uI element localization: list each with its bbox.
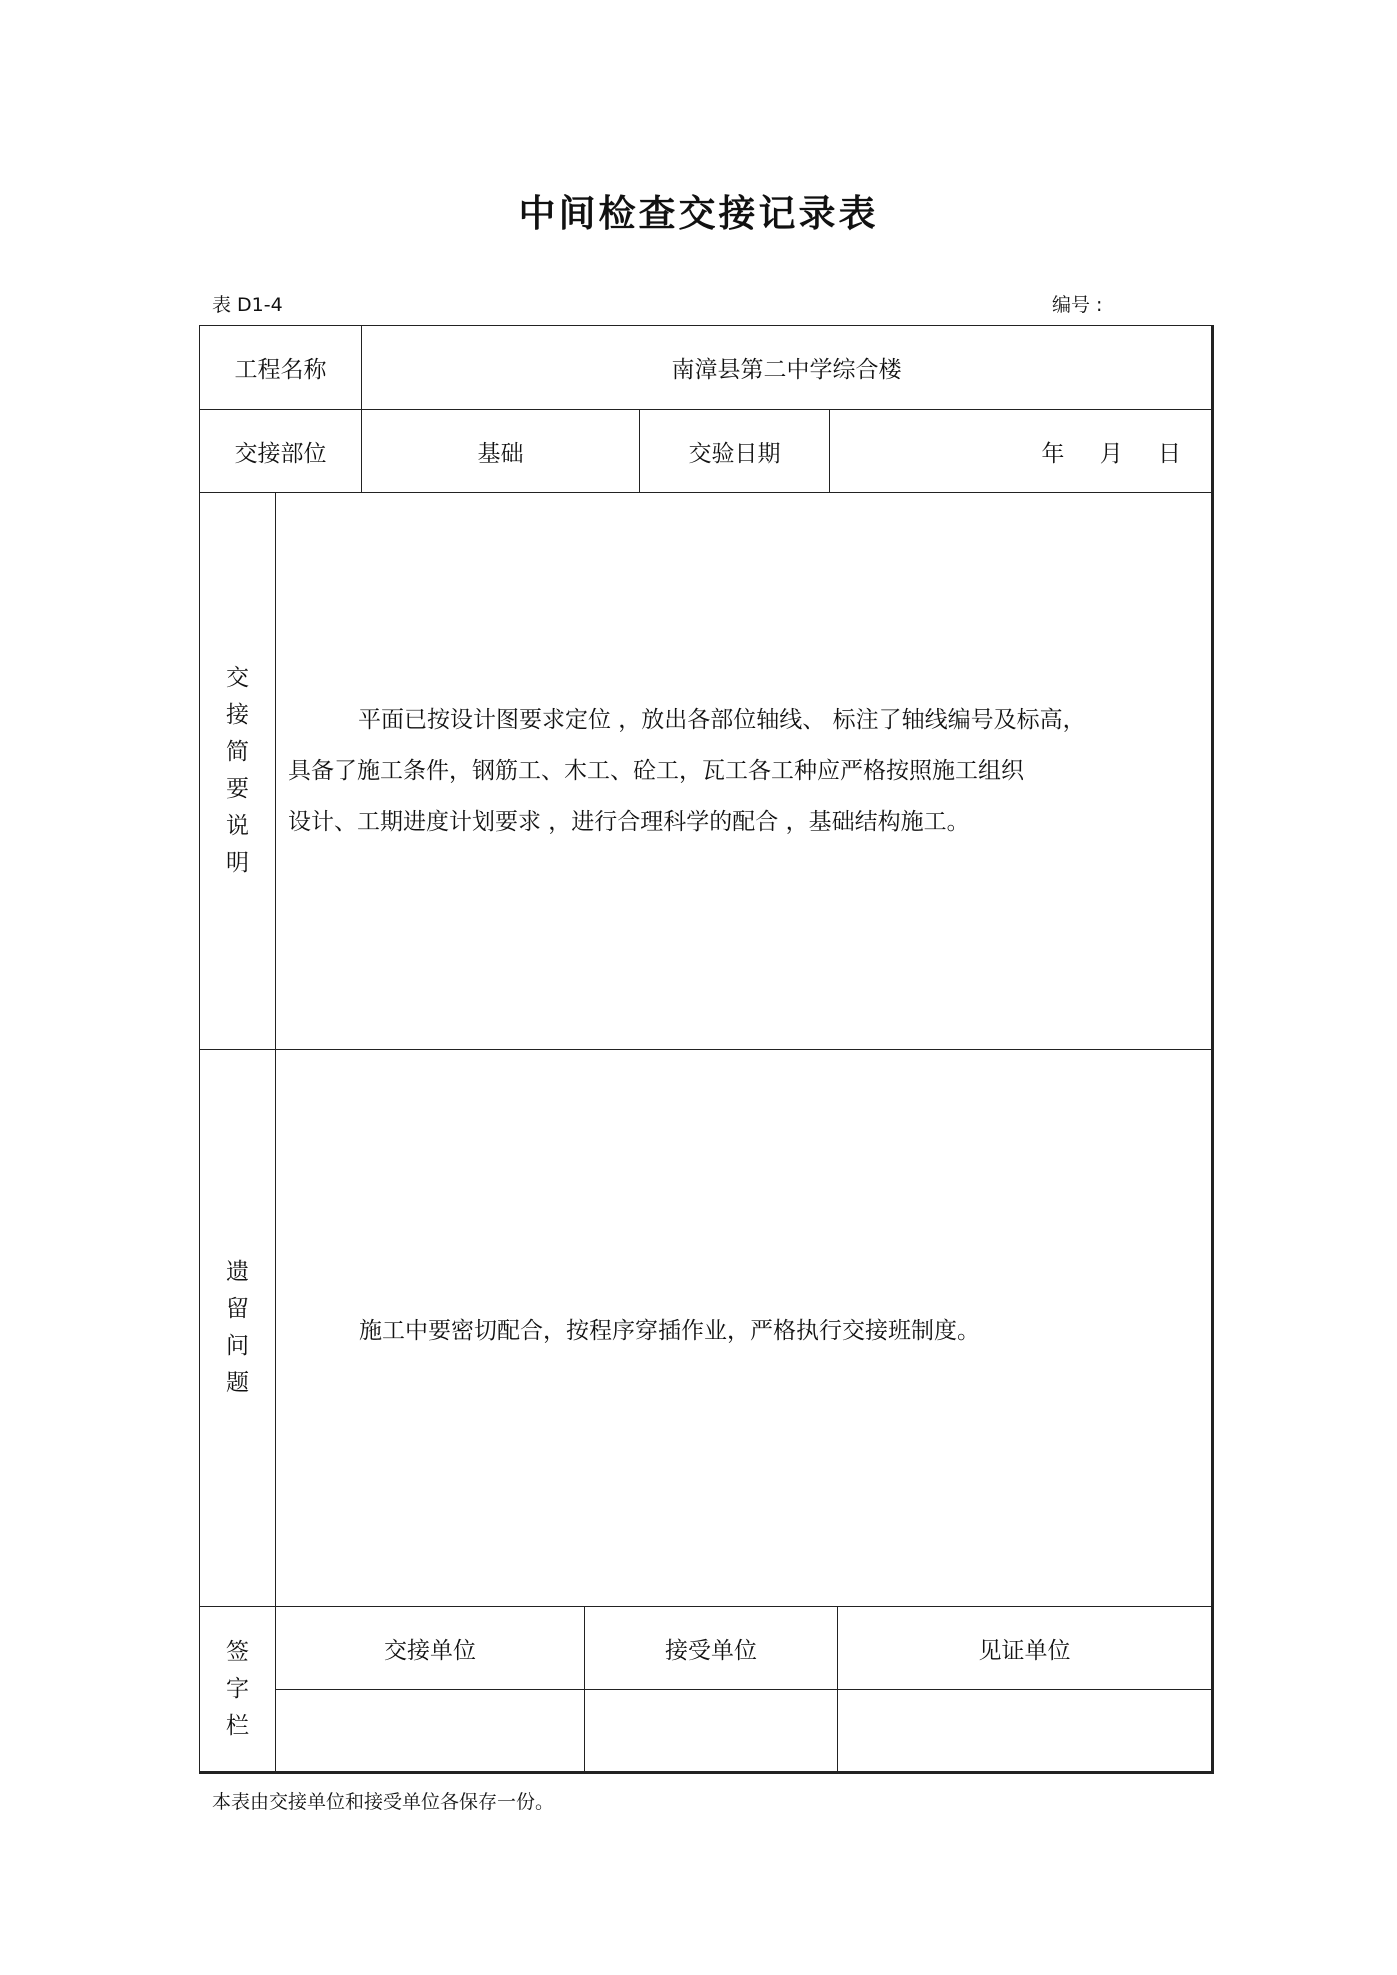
description-label-char: 交	[226, 665, 249, 691]
signature-header-row	[200, 1607, 1213, 1690]
remaining-issues-label-char: 问	[226, 1333, 249, 1359]
signature-label-char: 字	[226, 1675, 249, 1702]
receiving-unit-signature-cell	[585, 1690, 838, 1773]
handover-part-label: 交接部位	[200, 410, 362, 493]
form-code: 表 D1-4	[212, 294, 283, 316]
witness-unit-header: 见证单位	[838, 1607, 1213, 1690]
inspection-date-value: 年 月 日	[830, 410, 1213, 493]
form-title: 中间检查交接记录表	[518, 192, 879, 235]
remaining-issues-label	[200, 1050, 276, 1607]
project-name-label: 工程名称	[200, 326, 362, 410]
footnote: 本表由交接单位和接受单位各保存一份。	[212, 1791, 555, 1813]
signature-label-char: 签	[226, 1638, 249, 1665]
remaining-issues-content: 施工中要密切配合，按程序穿插作业，严格执行交接班制度。	[276, 1050, 1213, 1607]
description-label-char: 说	[226, 813, 249, 839]
witness-unit-signature-cell	[838, 1690, 1213, 1773]
handover-unit-header: 交接单位	[276, 1607, 585, 1690]
signature-label	[200, 1607, 276, 1773]
description-line: 具备了施工条件，钢筋工、木工、砼工，瓦工各工种应严格按照施工组织	[288, 757, 1024, 784]
description-label-char: 明	[226, 850, 249, 876]
remaining-issues-label-char: 题	[226, 1370, 249, 1396]
description-content	[276, 493, 1213, 1050]
description-row	[200, 493, 1213, 1050]
project-name-row	[200, 326, 1213, 410]
signature-blank-row	[200, 1690, 1213, 1773]
inspection-date-label: 交验日期	[640, 410, 830, 493]
handover-unit-signature-cell	[276, 1690, 585, 1773]
handover-part-row	[200, 410, 1213, 493]
remaining-issues-label-char: 遗	[226, 1259, 249, 1285]
description-label	[200, 493, 276, 1050]
description-label-char: 简	[226, 739, 249, 765]
handover-part-value: 基础	[362, 410, 640, 493]
signature-label-char: 栏	[226, 1712, 249, 1739]
description-label-char: 接	[226, 702, 249, 728]
remaining-issues-row	[200, 1050, 1213, 1607]
description-line: 设计、工期进度计划要求 ，进行合理科学的配合 ，基础结构施工。	[288, 808, 970, 835]
remaining-issues-label-char: 留	[226, 1296, 249, 1322]
description-label-char: 要	[226, 776, 249, 802]
serial-number-label: 编号 :	[1052, 294, 1103, 316]
receiving-unit-header: 接受单位	[585, 1607, 838, 1690]
description-line: 平面已按设计图要求定位 ，放出各部位轴线、 标注了轴线编号及标高，	[358, 706, 1086, 733]
handover-record-table	[199, 325, 1214, 1774]
project-name-value: 南漳县第二中学综合楼	[362, 326, 1213, 410]
